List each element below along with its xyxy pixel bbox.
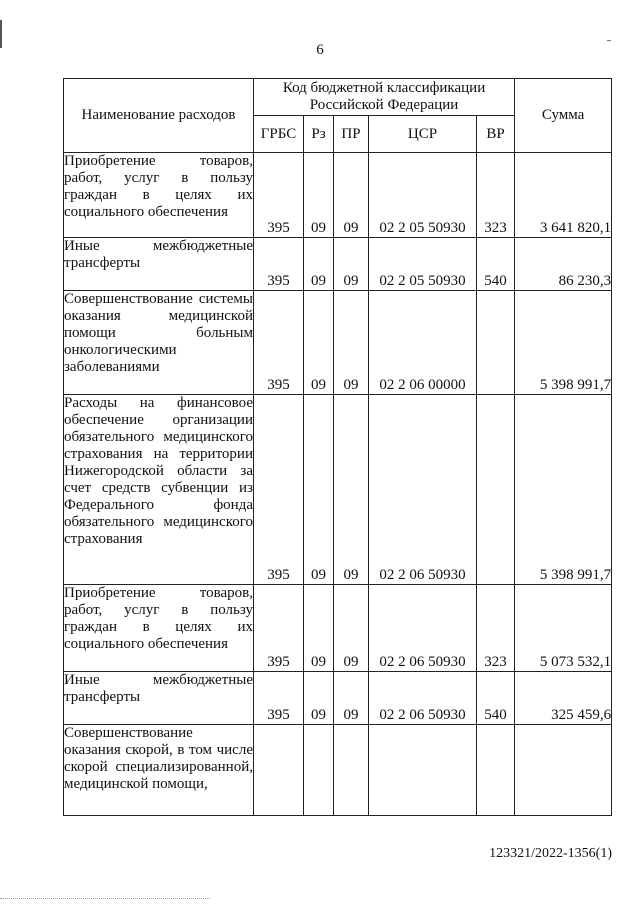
row-sum: 325 459,6: [515, 672, 612, 725]
row-csr: 02 2 06 50930: [369, 585, 477, 672]
row-sum: 3 641 820,1: [515, 153, 612, 238]
page-number: 6: [316, 42, 324, 58]
row-grbs: 395: [254, 153, 304, 238]
row-rz: [304, 725, 334, 816]
row-grbs: 395: [254, 395, 304, 585]
table-row: [64, 725, 612, 816]
scan-tick-mark: [607, 40, 611, 41]
row-sum: 5 398 991,7: [515, 291, 612, 395]
row-pr: 09: [334, 585, 369, 672]
row-sum: [515, 725, 612, 816]
table-row: [64, 153, 612, 238]
row-name: Приобретение товаров, работ, услуг в пользу граждан в целях их социального обеспечения: [64, 153, 254, 238]
header-vr: ВР: [477, 116, 515, 153]
row-vr: 323: [477, 585, 515, 672]
row-grbs: 395: [254, 238, 304, 291]
row-vr: 323: [477, 153, 515, 238]
row-pr: 09: [334, 395, 369, 585]
header-grbs: ГРБС: [254, 116, 304, 153]
row-pr: 09: [334, 291, 369, 395]
header-csr: ЦСР: [369, 116, 477, 153]
row-rz: 09: [304, 395, 334, 585]
row-vr: 540: [477, 238, 515, 291]
document-id: 123321/2022-1356(1): [489, 846, 612, 861]
table-row: [64, 672, 612, 725]
row-pr: [334, 725, 369, 816]
row-pr: 09: [334, 238, 369, 291]
row-vr: 540: [477, 672, 515, 725]
table-row: [64, 395, 612, 585]
row-grbs: 395: [254, 585, 304, 672]
row-name: Иные межбюджетные трансферты: [64, 238, 254, 291]
row-sum: 5 073 532,1: [515, 585, 612, 672]
row-rz: 09: [304, 153, 334, 238]
header-sum: Сумма: [515, 79, 612, 153]
row-csr: [369, 725, 477, 816]
row-rz: 09: [304, 238, 334, 291]
row-csr: 02 2 06 50930: [369, 395, 477, 585]
row-rz: 09: [304, 291, 334, 395]
row-name: Совершенствование оказания скорой, в том числе скорой специализированной, медицинской помощи,: [64, 725, 254, 816]
table-row: [64, 585, 612, 672]
header-name: Наименование расходов: [64, 79, 254, 153]
row-grbs: 395: [254, 672, 304, 725]
row-sum: 5 398 991,7: [515, 395, 612, 585]
row-name: Расходы на финансовое обеспечение организации обязательного медицинского страхования на территории Нижегородской области за счет средств субвенции из Федерального фонда обязательного медицинского страхования: [64, 395, 254, 585]
row-name: Иные межбюджетные трансферты: [64, 672, 254, 725]
row-grbs: 395: [254, 291, 304, 395]
row-sum: 86 230,3: [515, 238, 612, 291]
table-row: [64, 291, 612, 395]
row-pr: 09: [334, 672, 369, 725]
row-csr: 02 2 05 50930: [369, 153, 477, 238]
row-rz: 09: [304, 585, 334, 672]
row-vr: [477, 395, 515, 585]
header-pr: ПР: [334, 116, 369, 153]
row-pr: 09: [334, 153, 369, 238]
row-grbs: [254, 725, 304, 816]
row-name: Приобретение товаров, работ, услуг в пользу граждан в целях их социального обеспечения: [64, 585, 254, 672]
row-vr: [477, 725, 515, 816]
row-vr: [477, 291, 515, 395]
header-row-top: [64, 79, 612, 116]
header-rz: Рз: [304, 116, 334, 153]
header-code-group: Код бюджетной классификации Российской Федерации: [254, 79, 515, 116]
table-row: [64, 238, 612, 291]
row-rz: 09: [304, 672, 334, 725]
row-csr: 02 2 06 50930: [369, 672, 477, 725]
row-csr: 02 2 06 00000: [369, 291, 477, 395]
row-csr: 02 2 05 50930: [369, 238, 477, 291]
footer-divider: [0, 898, 210, 900]
budget-table: [63, 78, 612, 816]
row-name: Совершенствование системы оказания медицинской помощи больным онкологическими заболеваниями: [64, 291, 254, 395]
